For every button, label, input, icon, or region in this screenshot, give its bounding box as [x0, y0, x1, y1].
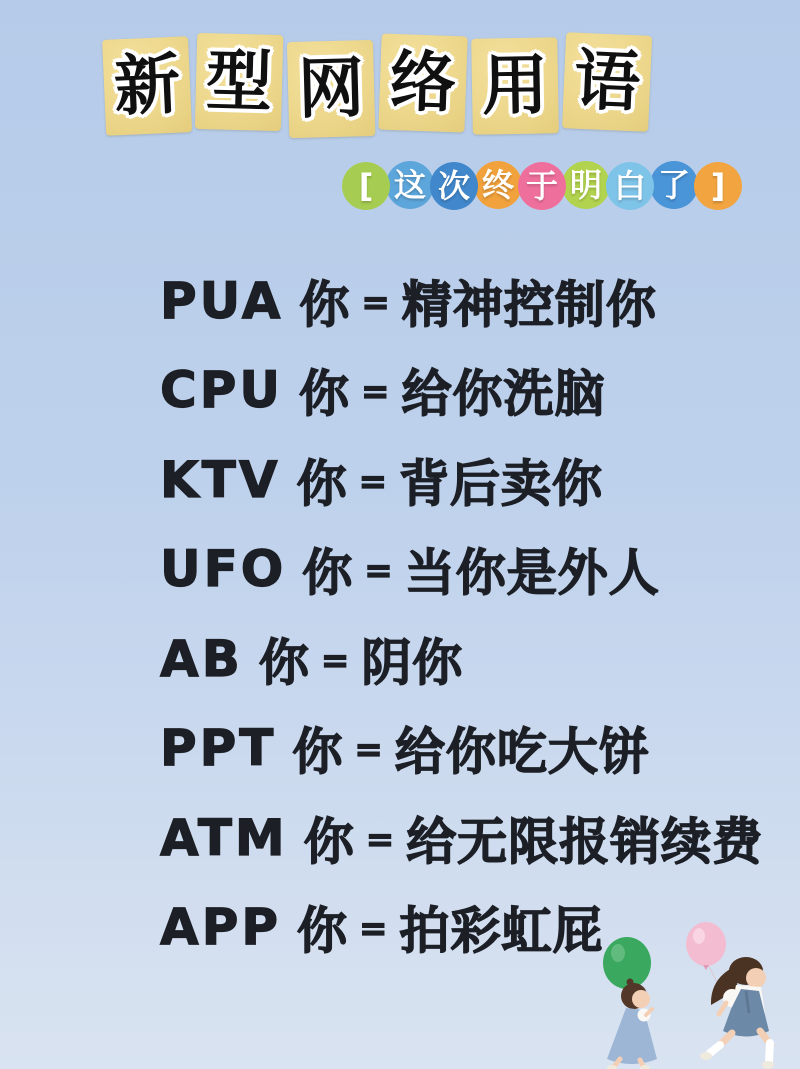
- subtitle-char-badge: 终: [474, 161, 522, 209]
- subtitle-char-badge: 白: [606, 162, 654, 210]
- pink-balloon: [686, 922, 726, 966]
- title-character: 用: [481, 46, 549, 125]
- slang-entry: [160, 256, 763, 346]
- slang-object: 你: [296, 454, 347, 513]
- subtitle-char-badge: 于: [518, 162, 566, 210]
- equals-sign: =: [360, 372, 390, 413]
- slang-object: 你: [258, 633, 309, 692]
- equals-sign: =: [364, 551, 393, 592]
- slang-definition: 精神控制你: [401, 275, 657, 334]
- slang-entry: [160, 614, 763, 704]
- equals-sign: =: [354, 730, 383, 771]
- equals-sign: =: [320, 640, 350, 681]
- slang-list: [160, 256, 763, 972]
- slang-object: 你: [303, 812, 354, 871]
- slang-definition: 给你洗脑: [401, 365, 606, 424]
- slang-entry: [160, 704, 763, 794]
- slang-term: CPU: [160, 361, 283, 420]
- title-tile: [471, 37, 559, 134]
- slang-object: 你: [302, 544, 353, 603]
- small-girl: [607, 979, 657, 1069]
- big-girl: [700, 957, 774, 1069]
- slang-term: AB: [160, 629, 243, 688]
- subtitle-char-badge: 了: [650, 161, 698, 209]
- children-with-balloons-illustration: [560, 919, 800, 1069]
- slang-entry: [160, 346, 763, 436]
- equals-sign: =: [361, 282, 390, 323]
- title-tile: [378, 34, 467, 133]
- slang-term: PUA: [160, 271, 284, 330]
- page-title: [104, 36, 650, 132]
- equals-sign: =: [365, 819, 395, 860]
- subtitle-char-badge: [: [342, 162, 390, 210]
- slang-object: 你: [298, 365, 349, 424]
- subtitle-char-badge: 次: [430, 162, 478, 210]
- title-tile: [102, 36, 192, 136]
- subtitle-char-badge: 这: [386, 161, 434, 209]
- slang-object: 你: [299, 275, 350, 334]
- equals-sign: =: [359, 909, 388, 950]
- subtitle-char-badge: ]: [694, 162, 742, 210]
- slang-definition: 当你是外人: [404, 544, 660, 603]
- slang-term: KTV: [160, 450, 281, 509]
- slang-definition: 背后卖你: [399, 454, 604, 513]
- subtitle: [342, 161, 738, 209]
- slang-term: ATM: [160, 808, 288, 867]
- slang-definition: 阴你: [361, 633, 464, 692]
- slang-object: 你: [292, 723, 343, 782]
- slang-definition: 给无限报销续费: [406, 812, 764, 871]
- title-character: 络: [388, 42, 458, 123]
- title-character: 型: [205, 42, 274, 121]
- slang-term: PPT: [160, 719, 277, 778]
- title-tile: [287, 40, 375, 138]
- slang-term: APP: [160, 898, 281, 957]
- slang-entry: [160, 435, 763, 525]
- slang-definition: 拍彩虹屁: [399, 902, 604, 961]
- equals-sign: =: [358, 461, 388, 502]
- title-character: 新: [112, 45, 182, 126]
- slang-definition: 给你吃大饼: [394, 723, 650, 782]
- title-character: 语: [572, 41, 642, 122]
- title-character: 网: [297, 49, 366, 128]
- slang-object: 你: [297, 902, 347, 961]
- subtitle-char-badge: 明: [562, 161, 610, 209]
- slang-term: UFO: [160, 540, 287, 599]
- title-tile: [195, 33, 283, 131]
- title-tile: [562, 32, 652, 132]
- slang-entry: [160, 793, 763, 883]
- slang-entry: [160, 525, 763, 615]
